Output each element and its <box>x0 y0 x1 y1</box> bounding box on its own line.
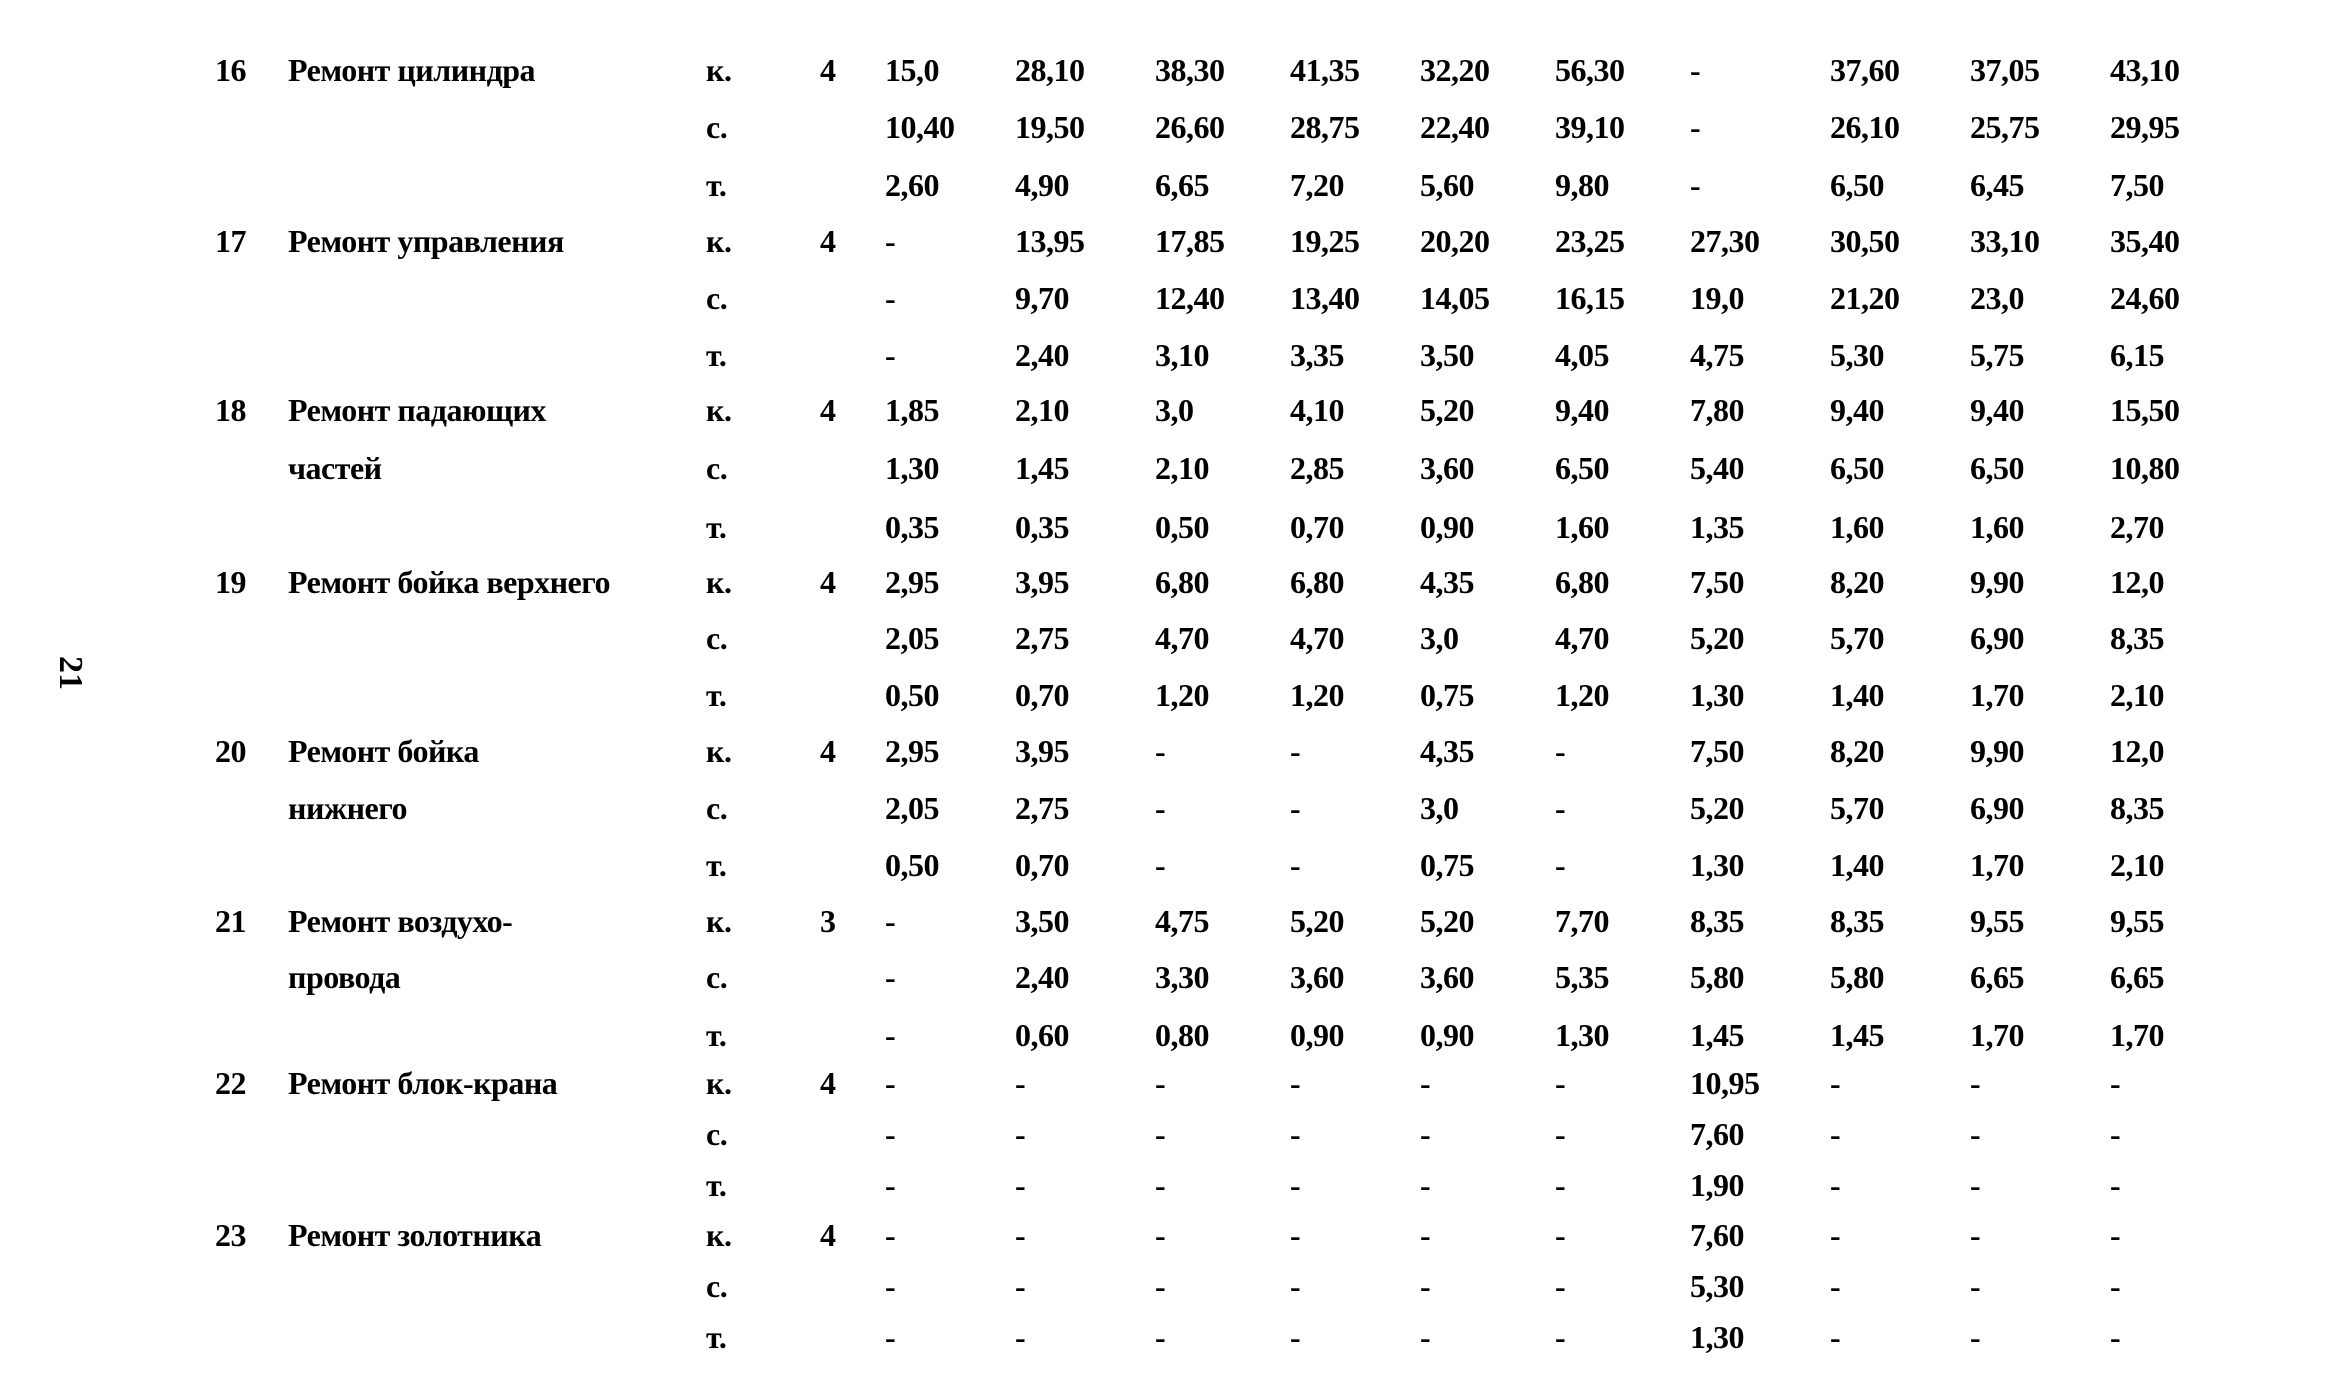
value-cell: 2,10 <box>1015 392 1069 428</box>
value-cell: 9,55 <box>2110 903 2164 939</box>
work-name: Ремонт золотника <box>288 1217 542 1253</box>
value-cell: 4,70 <box>1155 620 1209 656</box>
value-cell: 1,70 <box>1970 1017 2024 1053</box>
line-label: с. <box>706 450 728 486</box>
value-cell: 5,20 <box>1420 392 1474 428</box>
value-cell: 9,40 <box>1830 392 1884 428</box>
value-cell: 5,35 <box>1555 959 1609 995</box>
value-cell: 3,95 <box>1015 564 1069 600</box>
category: 4 <box>820 564 836 600</box>
value-cell: 2,40 <box>1015 959 1069 995</box>
value-cell: 6,50 <box>1555 450 1609 486</box>
value-cell: 5,40 <box>1690 450 1744 486</box>
category: 4 <box>820 1217 836 1253</box>
work-name: Ремонт бойка <box>288 733 479 769</box>
value-cell: - <box>1555 1065 1566 1101</box>
value-cell: - <box>1970 1167 1981 1203</box>
work-name: Ремонт цилиндра <box>288 52 536 88</box>
value-cell: 1,20 <box>1555 677 1609 713</box>
value-cell: 5,20 <box>1290 903 1344 939</box>
value-cell: - <box>1555 1319 1566 1355</box>
value-cell: 32,20 <box>1420 52 1490 88</box>
value-cell: - <box>1290 733 1301 769</box>
category: 4 <box>820 1065 836 1101</box>
value-cell: 9,40 <box>1970 392 2024 428</box>
value-cell: 3,30 <box>1155 959 1209 995</box>
work-name: частей <box>288 450 382 486</box>
value-cell: 4,75 <box>1155 903 1209 939</box>
value-cell: 7,60 <box>1690 1116 1744 1152</box>
value-cell: 2,95 <box>885 564 939 600</box>
value-cell: 9,70 <box>1015 280 1069 316</box>
value-cell: - <box>885 280 896 316</box>
value-cell: 17,85 <box>1155 223 1225 259</box>
value-cell: 2,70 <box>2110 509 2164 545</box>
value-cell: 22,40 <box>1420 109 1490 145</box>
line-label: к. <box>706 564 732 600</box>
value-cell: 1,45 <box>1015 450 1069 486</box>
value-cell: 1,20 <box>1290 677 1344 713</box>
value-cell: - <box>1555 733 1566 769</box>
value-cell: 1,60 <box>1830 509 1884 545</box>
value-cell: 33,10 <box>1970 223 2040 259</box>
value-cell: - <box>885 1319 896 1355</box>
value-cell: - <box>1970 1217 1981 1253</box>
line-label: к. <box>706 223 732 259</box>
value-cell: - <box>1970 1116 1981 1152</box>
work-name: Ремонт бойка верхнего <box>288 564 610 600</box>
value-cell: 0,75 <box>1420 677 1474 713</box>
value-cell: - <box>1155 1217 1166 1253</box>
value-cell: 28,75 <box>1290 109 1360 145</box>
value-cell: 3,95 <box>1015 733 1069 769</box>
value-cell: 56,30 <box>1555 52 1625 88</box>
value-cell: - <box>2110 1217 2121 1253</box>
value-cell: 2,10 <box>1155 450 1209 486</box>
value-cell: 5,20 <box>1420 903 1474 939</box>
line-label: к. <box>706 903 732 939</box>
value-cell: 4,05 <box>1555 337 1609 373</box>
value-cell: - <box>1155 1065 1166 1101</box>
value-cell: 9,90 <box>1970 564 2024 600</box>
value-cell: - <box>1970 1319 1981 1355</box>
value-cell: 1,60 <box>1970 509 2024 545</box>
value-cell: - <box>885 1065 896 1101</box>
value-cell: 21,20 <box>1830 280 1900 316</box>
value-cell: 41,35 <box>1290 52 1360 88</box>
value-cell: - <box>1155 1167 1166 1203</box>
value-cell: - <box>1155 1268 1166 1304</box>
value-cell: - <box>885 1217 896 1253</box>
value-cell: 7,50 <box>2110 167 2164 203</box>
value-cell: 20,20 <box>1420 223 1490 259</box>
value-cell: - <box>1830 1217 1841 1253</box>
value-cell: 4,70 <box>1290 620 1344 656</box>
value-cell: 28,10 <box>1015 52 1085 88</box>
value-cell: 12,40 <box>1155 280 1225 316</box>
value-cell: - <box>1970 1065 1981 1101</box>
line-label: к. <box>706 1065 732 1101</box>
value-cell: 6,90 <box>1970 790 2024 826</box>
value-cell: 30,50 <box>1830 223 1900 259</box>
value-cell: - <box>1830 1065 1841 1101</box>
value-cell: 27,30 <box>1690 223 1760 259</box>
value-cell: - <box>1830 1167 1841 1203</box>
value-cell: 10,95 <box>1690 1065 1760 1101</box>
line-label: т. <box>706 1319 727 1355</box>
value-cell: 2,10 <box>2110 677 2164 713</box>
category: 4 <box>820 223 836 259</box>
value-cell: 5,30 <box>1690 1268 1744 1304</box>
value-cell: 5,80 <box>1830 959 1884 995</box>
value-cell: 2,85 <box>1290 450 1344 486</box>
value-cell: - <box>1830 1319 1841 1355</box>
value-cell: 5,70 <box>1830 790 1884 826</box>
line-label: к. <box>706 52 732 88</box>
value-cell: 7,50 <box>1690 733 1744 769</box>
value-cell: 2,60 <box>885 167 939 203</box>
value-cell: 7,20 <box>1290 167 1344 203</box>
value-cell: 1,70 <box>1970 847 2024 883</box>
line-label: т. <box>706 509 727 545</box>
value-cell: - <box>1420 1116 1431 1152</box>
line-label: т. <box>706 167 727 203</box>
value-cell: - <box>1555 1268 1566 1304</box>
line-label: т. <box>706 677 727 713</box>
value-cell: 1,60 <box>1555 509 1609 545</box>
value-cell: 0,35 <box>885 509 939 545</box>
value-cell: 1,70 <box>1970 677 2024 713</box>
value-cell: 7,70 <box>1555 903 1609 939</box>
value-cell: 38,30 <box>1155 52 1225 88</box>
value-cell: - <box>1155 847 1166 883</box>
value-cell: 8,35 <box>2110 620 2164 656</box>
value-cell: - <box>1290 1217 1301 1253</box>
value-cell: 3,35 <box>1290 337 1344 373</box>
value-cell: 26,60 <box>1155 109 1225 145</box>
value-cell: - <box>1155 1319 1166 1355</box>
value-cell: 0,75 <box>1420 847 1474 883</box>
category: 4 <box>820 52 836 88</box>
value-cell: - <box>1555 1167 1566 1203</box>
value-cell: 7,80 <box>1690 392 1744 428</box>
value-cell: 6,65 <box>2110 959 2164 995</box>
work-name: Ремонт падающих <box>288 392 546 428</box>
value-cell: 2,95 <box>885 733 939 769</box>
value-cell: 25,75 <box>1970 109 2040 145</box>
value-cell: 4,90 <box>1015 167 1069 203</box>
value-cell: 8,20 <box>1830 733 1884 769</box>
value-cell: 1,20 <box>1155 677 1209 713</box>
value-cell: 4,35 <box>1420 564 1474 600</box>
line-label: т. <box>706 1167 727 1203</box>
value-cell: 0,50 <box>885 677 939 713</box>
value-cell: 15,0 <box>885 52 939 88</box>
value-cell: 10,80 <box>2110 450 2180 486</box>
value-cell: 6,80 <box>1555 564 1609 600</box>
value-cell: 6,90 <box>1970 620 2024 656</box>
value-cell: 3,0 <box>1420 620 1459 656</box>
value-cell: 13,95 <box>1015 223 1085 259</box>
page-number: 21 <box>52 656 89 690</box>
value-cell: 1,70 <box>2110 1017 2164 1053</box>
value-cell: - <box>1015 1167 1026 1203</box>
value-cell: - <box>1290 790 1301 826</box>
value-cell: 3,50 <box>1420 337 1474 373</box>
value-cell: - <box>885 337 896 373</box>
value-cell: 1,85 <box>885 392 939 428</box>
value-cell: - <box>1015 1217 1026 1253</box>
value-cell: - <box>2110 1268 2121 1304</box>
value-cell: - <box>885 1017 896 1053</box>
value-cell: 39,10 <box>1555 109 1625 145</box>
value-cell: - <box>1015 1116 1026 1152</box>
value-cell: 43,10 <box>2110 52 2180 88</box>
value-cell: - <box>1555 790 1566 826</box>
value-cell: 1,30 <box>1690 1319 1744 1355</box>
value-cell: 6,65 <box>1970 959 2024 995</box>
value-cell: 8,35 <box>1830 903 1884 939</box>
value-cell: 7,50 <box>1690 564 1744 600</box>
value-cell: 5,20 <box>1690 620 1744 656</box>
row-number: 20 <box>215 733 246 769</box>
line-label: к. <box>706 1217 732 1253</box>
value-cell: 7,60 <box>1690 1217 1744 1253</box>
value-cell: 6,45 <box>1970 167 2024 203</box>
value-cell: 37,60 <box>1830 52 1900 88</box>
value-cell: 1,30 <box>1690 847 1744 883</box>
value-cell: 4,75 <box>1690 337 1744 373</box>
value-cell: - <box>1420 1065 1431 1101</box>
work-name: Ремонт блок-крана <box>288 1065 558 1101</box>
row-number: 16 <box>215 52 246 88</box>
value-cell: 35,40 <box>2110 223 2180 259</box>
value-cell: 0,80 <box>1155 1017 1209 1053</box>
value-cell: 6,50 <box>1830 450 1884 486</box>
value-cell: 3,50 <box>1015 903 1069 939</box>
value-cell: 6,50 <box>1830 167 1884 203</box>
value-cell: - <box>1155 790 1166 826</box>
value-cell: 1,30 <box>885 450 939 486</box>
line-label: с. <box>706 959 728 995</box>
value-cell: 9,55 <box>1970 903 2024 939</box>
value-cell: 2,75 <box>1015 620 1069 656</box>
value-cell: 8,20 <box>1830 564 1884 600</box>
value-cell: - <box>1420 1217 1431 1253</box>
value-cell: 5,60 <box>1420 167 1474 203</box>
value-cell: 12,0 <box>2110 564 2164 600</box>
value-cell: - <box>1290 1319 1301 1355</box>
line-label: к. <box>706 733 732 769</box>
value-cell: 5,20 <box>1690 790 1744 826</box>
line-label: с. <box>706 1268 728 1304</box>
value-cell: 12,0 <box>2110 733 2164 769</box>
line-label: т. <box>706 1017 727 1053</box>
value-cell: 6,65 <box>1155 167 1209 203</box>
value-cell: 14,05 <box>1420 280 1490 316</box>
value-cell: - <box>1290 1167 1301 1203</box>
value-cell: - <box>1830 1116 1841 1152</box>
value-cell: 3,0 <box>1420 790 1459 826</box>
value-cell: 1,45 <box>1830 1017 1884 1053</box>
value-cell: 3,60 <box>1420 450 1474 486</box>
value-cell: 5,30 <box>1830 337 1884 373</box>
value-cell: 1,40 <box>1830 677 1884 713</box>
row-number: 22 <box>215 1065 246 1101</box>
value-cell: 6,80 <box>1290 564 1344 600</box>
value-cell: - <box>1690 167 1701 203</box>
work-name: Ремонт управления <box>288 223 564 259</box>
value-cell: 19,50 <box>1015 109 1085 145</box>
value-cell: - <box>2110 1065 2121 1101</box>
value-cell: - <box>1290 1116 1301 1152</box>
value-cell: 3,60 <box>1420 959 1474 995</box>
value-cell: 6,50 <box>1970 450 2024 486</box>
value-cell: - <box>1015 1065 1026 1101</box>
value-cell: 2,05 <box>885 620 939 656</box>
row-number: 21 <box>215 903 246 939</box>
value-cell: 6,80 <box>1155 564 1209 600</box>
value-cell: - <box>885 1268 896 1304</box>
value-cell: 0,50 <box>1155 509 1209 545</box>
value-cell: 5,80 <box>1690 959 1744 995</box>
row-number: 18 <box>215 392 246 428</box>
value-cell: - <box>885 959 896 995</box>
value-cell: 23,25 <box>1555 223 1625 259</box>
value-cell: - <box>1290 1268 1301 1304</box>
value-cell: 13,40 <box>1290 280 1360 316</box>
value-cell: 2,10 <box>2110 847 2164 883</box>
value-cell: - <box>1555 847 1566 883</box>
value-cell: 4,35 <box>1420 733 1474 769</box>
value-cell: 0,90 <box>1290 1017 1344 1053</box>
work-name: Ремонт воздухо- <box>288 903 513 939</box>
value-cell: - <box>885 1167 896 1203</box>
value-cell: 5,70 <box>1830 620 1884 656</box>
value-cell: 19,0 <box>1690 280 1744 316</box>
value-cell: - <box>1690 109 1701 145</box>
value-cell: 10,40 <box>885 109 955 145</box>
value-cell: - <box>1420 1167 1431 1203</box>
line-label: с. <box>706 620 728 656</box>
line-label: с. <box>706 790 728 826</box>
line-label: т. <box>706 847 727 883</box>
value-cell: 16,15 <box>1555 280 1625 316</box>
value-cell: - <box>1290 847 1301 883</box>
value-cell: 29,95 <box>2110 109 2180 145</box>
value-cell: - <box>1290 1065 1301 1101</box>
value-cell: - <box>885 1116 896 1152</box>
value-cell: 0,60 <box>1015 1017 1069 1053</box>
value-cell: 2,05 <box>885 790 939 826</box>
value-cell: 23,0 <box>1970 280 2024 316</box>
line-label: с. <box>706 1116 728 1152</box>
value-cell: 0,90 <box>1420 509 1474 545</box>
value-cell: 1,40 <box>1830 847 1884 883</box>
value-cell: - <box>2110 1116 2121 1152</box>
value-cell: 0,70 <box>1015 677 1069 713</box>
value-cell: 5,75 <box>1970 337 2024 373</box>
row-number: 17 <box>215 223 246 259</box>
value-cell: - <box>1420 1319 1431 1355</box>
value-cell: - <box>1420 1268 1431 1304</box>
value-cell: 1,45 <box>1690 1017 1744 1053</box>
value-cell: 0,50 <box>885 847 939 883</box>
value-cell: 2,75 <box>1015 790 1069 826</box>
value-cell: 8,35 <box>2110 790 2164 826</box>
value-cell: - <box>1970 1268 1981 1304</box>
row-number: 19 <box>215 564 246 600</box>
value-cell: 6,15 <box>2110 337 2164 373</box>
line-label: т. <box>706 337 727 373</box>
line-label: к. <box>706 392 732 428</box>
value-cell: 19,25 <box>1290 223 1360 259</box>
value-cell: 26,10 <box>1830 109 1900 145</box>
line-label: с. <box>706 280 728 316</box>
value-cell: 9,90 <box>1970 733 2024 769</box>
value-cell: 3,60 <box>1290 959 1344 995</box>
value-cell: - <box>1155 1116 1166 1152</box>
value-cell: - <box>885 223 896 259</box>
category: 3 <box>820 903 836 939</box>
value-cell: 8,35 <box>1690 903 1744 939</box>
value-cell: - <box>2110 1319 2121 1355</box>
value-cell: 9,80 <box>1555 167 1609 203</box>
value-cell: 1,30 <box>1690 677 1744 713</box>
value-cell: 0,70 <box>1290 509 1344 545</box>
value-cell: - <box>1555 1116 1566 1152</box>
value-cell: 9,40 <box>1555 392 1609 428</box>
value-cell: 37,05 <box>1970 52 2040 88</box>
value-cell: - <box>885 903 896 939</box>
value-cell: 15,50 <box>2110 392 2180 428</box>
value-cell: 1,90 <box>1690 1167 1744 1203</box>
value-cell: 4,70 <box>1555 620 1609 656</box>
line-label: с. <box>706 109 728 145</box>
value-cell: - <box>1015 1268 1026 1304</box>
value-cell: - <box>1015 1319 1026 1355</box>
value-cell: 0,35 <box>1015 509 1069 545</box>
value-cell: - <box>1555 1217 1566 1253</box>
category: 4 <box>820 392 836 428</box>
category: 4 <box>820 733 836 769</box>
value-cell: 24,60 <box>2110 280 2180 316</box>
value-cell: 1,35 <box>1690 509 1744 545</box>
value-cell: - <box>1155 733 1166 769</box>
value-cell: 0,70 <box>1015 847 1069 883</box>
value-cell: 3,0 <box>1155 392 1194 428</box>
value-cell: - <box>1690 52 1701 88</box>
value-cell: - <box>1830 1268 1841 1304</box>
value-cell: 4,10 <box>1290 392 1344 428</box>
value-cell: - <box>2110 1167 2121 1203</box>
work-name: провода <box>288 959 401 995</box>
value-cell: 0,90 <box>1420 1017 1474 1053</box>
value-cell: 2,40 <box>1015 337 1069 373</box>
work-name: нижнего <box>288 790 407 826</box>
value-cell: 3,10 <box>1155 337 1209 373</box>
value-cell: 1,30 <box>1555 1017 1609 1053</box>
row-number: 23 <box>215 1217 246 1253</box>
